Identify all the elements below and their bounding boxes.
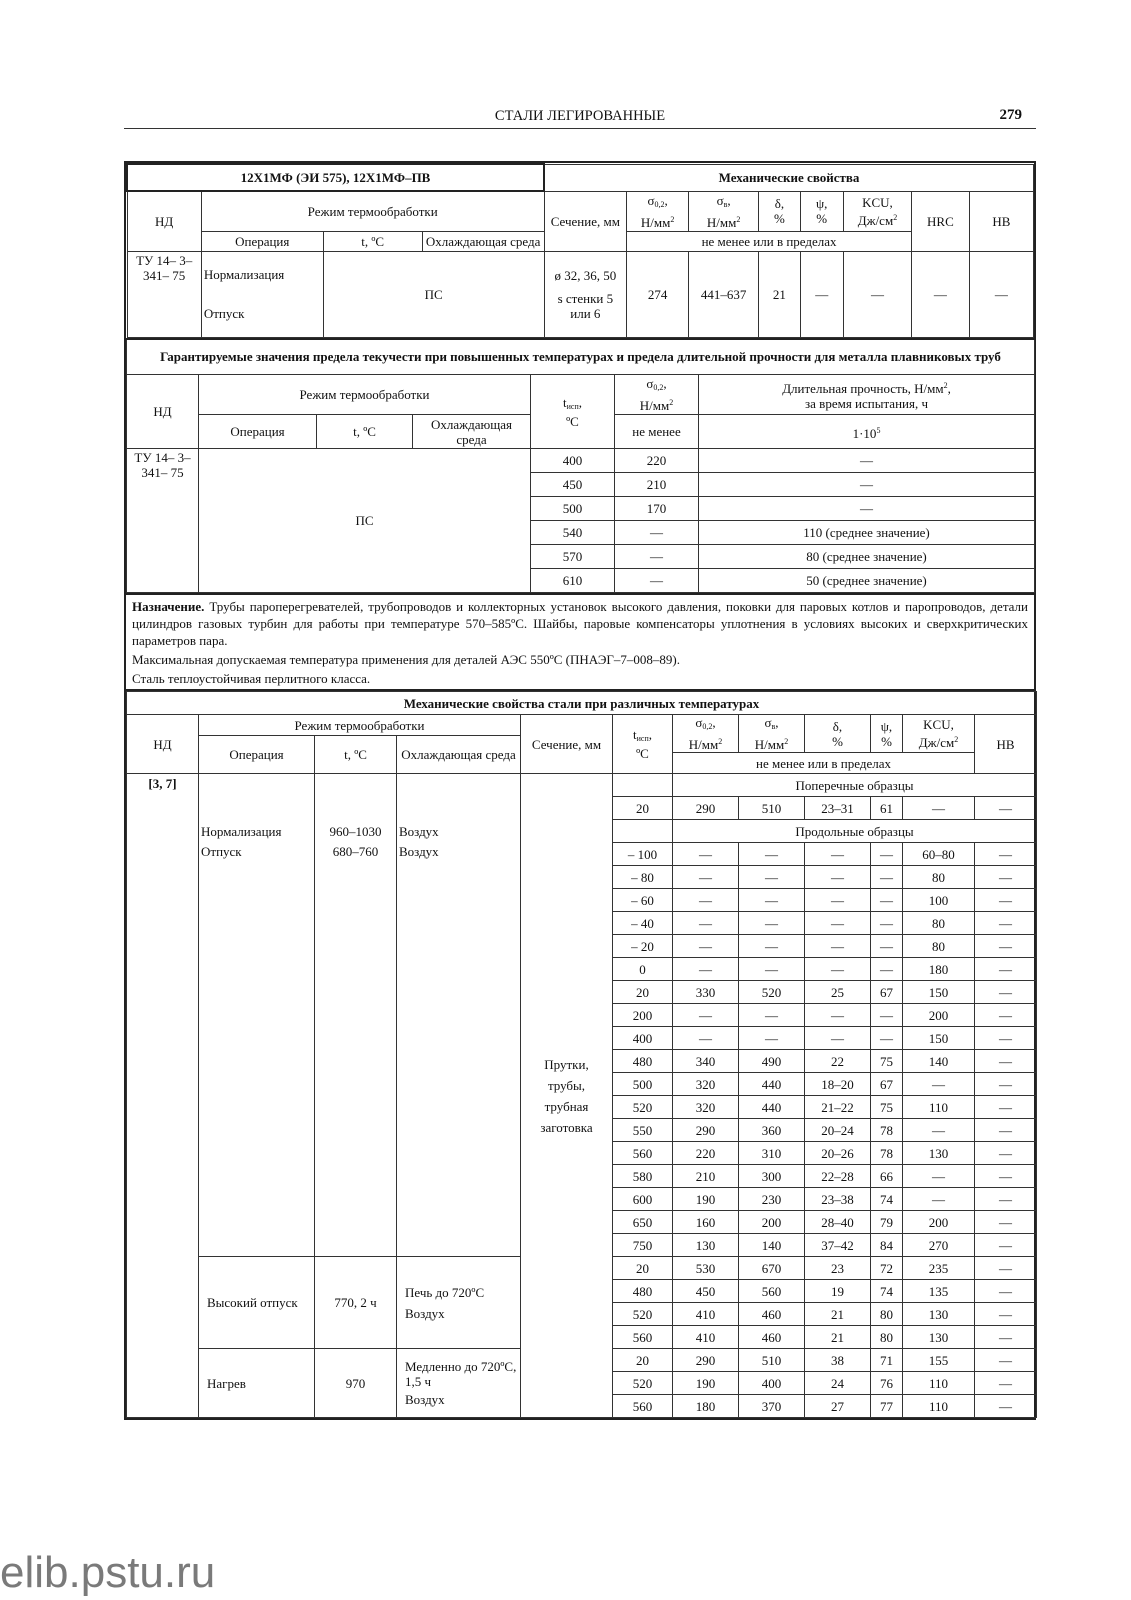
hrc-value: — xyxy=(912,251,970,337)
t3-op-blank xyxy=(199,774,315,820)
hrc-header: HRC xyxy=(912,191,970,251)
t2-longterm-header: Длительная прочность, $Н/мм^2$, за время испытания, ч xyxy=(699,375,1035,415)
t3-cell: — xyxy=(673,889,739,912)
t2-row-longterm: — xyxy=(699,497,1035,521)
t3-g3-cool: Медленно до 720ºС, 1,5 ч Воздух xyxy=(397,1349,521,1418)
t3-cell: – 80 xyxy=(613,866,673,889)
t3-cell: 520 xyxy=(613,1303,673,1326)
t2-cooling-value: ПС xyxy=(199,449,531,593)
section-values: ø 32, 36, 50 s стенки 5 или 6 xyxy=(544,251,627,337)
t3-cell: — xyxy=(975,797,1037,820)
t3-cell: — xyxy=(975,1050,1037,1073)
t3-cell: 480 xyxy=(613,1050,673,1073)
t3-cell: 320 xyxy=(673,1073,739,1096)
t3-g2-cool: Печь до 720ºС Воздух xyxy=(397,1257,521,1349)
t2-cooling-header: Охлаждающая среда xyxy=(413,415,531,449)
table1-title: Механические свойства xyxy=(544,164,1033,191)
t3-cell: 650 xyxy=(613,1211,673,1234)
t3-cell: 61 xyxy=(871,797,903,820)
t3-cell: 20 xyxy=(613,981,673,1004)
t3-cell: 400 xyxy=(739,1372,805,1395)
t3-cell: 520 xyxy=(613,1096,673,1119)
temperature-properties-table xyxy=(126,691,1037,1418)
t2-temperature-header: t, ºС xyxy=(317,415,413,449)
t3-cell: — xyxy=(805,1004,871,1027)
t3-cell: 20–26 xyxy=(805,1142,871,1165)
t3-cell: 67 xyxy=(871,981,903,1004)
t3-cell: 290 xyxy=(673,1349,739,1372)
t3-cell: 560 xyxy=(739,1280,805,1303)
t2-row-ttest: 540 xyxy=(531,521,615,545)
t3-cell: 25 xyxy=(805,981,871,1004)
t3-cell: — xyxy=(739,1004,805,1027)
t3-cell: — xyxy=(975,981,1037,1004)
t3-cell: 66 xyxy=(871,1165,903,1188)
t2-row-ttest: 500 xyxy=(531,497,615,521)
t3-cell: 130 xyxy=(903,1326,975,1349)
table2-title: Гарантируемые значения предела текучести при повышенных температурах и предела длительной прочности для металла плавниковых труб xyxy=(127,339,1035,375)
t3-cell: 560 xyxy=(613,1142,673,1165)
t3-cell: — xyxy=(871,935,903,958)
t3-cell: — xyxy=(975,935,1037,958)
t3-cell: – 40 xyxy=(613,912,673,935)
section-header: Сечение, мм xyxy=(544,191,627,251)
t3-cell: — xyxy=(975,889,1037,912)
delta-value: 21 xyxy=(759,251,800,337)
nd-header: НД xyxy=(127,191,201,251)
steel-properties-frame xyxy=(124,161,1036,1420)
t3-section-value: Прутки, трубы, трубная заготовка xyxy=(521,774,613,1418)
t3-cell: 80 xyxy=(903,912,975,935)
t3-cell: — xyxy=(975,866,1037,889)
t3-g3-t: 970 xyxy=(315,1349,397,1418)
t3-cell: — xyxy=(871,912,903,935)
t3-g1-op2: Отпуск xyxy=(199,843,315,1257)
t2-min-header: не менее xyxy=(615,415,699,449)
page-number: 279 xyxy=(999,107,1022,123)
t3-cell: 135 xyxy=(903,1280,975,1303)
t3-cell: – 100 xyxy=(613,843,673,866)
s02-header: $\sigma_{0,2}$, $Н/мм^2$ xyxy=(627,191,689,231)
t3-cell: 28–40 xyxy=(805,1211,871,1234)
t3-cell: 480 xyxy=(613,1280,673,1303)
t3-cell: — xyxy=(739,958,805,981)
t2-row-longterm: 110 (среднее значение) xyxy=(699,521,1035,545)
t3-cell: 440 xyxy=(739,1096,805,1119)
t3-cell: 67 xyxy=(871,1073,903,1096)
t3-cell: 270 xyxy=(903,1234,975,1257)
t3-cell: 190 xyxy=(673,1188,739,1211)
steel-grade: 12Х1МФ (ЭИ 575), 12Х1МФ–ПВ xyxy=(240,170,431,185)
t3-cell: — xyxy=(871,889,903,912)
t3-cell: 77 xyxy=(871,1395,903,1418)
t3-cell: 23–31 xyxy=(805,797,871,820)
t3-cell: 410 xyxy=(673,1326,739,1349)
nd-value: ТУ 14– 3–341– 75 xyxy=(127,251,201,337)
t3-nd-value: [3, 7] xyxy=(127,774,199,1418)
t3-cell: 20 xyxy=(613,797,673,820)
t3-g1-t2: 680–760 xyxy=(315,843,397,1257)
t3-cell: — xyxy=(739,866,805,889)
t3-cell: 80 xyxy=(871,1326,903,1349)
psi-header: ψ, % xyxy=(800,191,843,231)
t3-cell: 110 xyxy=(903,1096,975,1119)
t3-cell: 210 xyxy=(673,1165,739,1188)
t3-cell: 460 xyxy=(739,1326,805,1349)
t3-cell: 550 xyxy=(613,1119,673,1142)
t3-cell: 600 xyxy=(613,1188,673,1211)
t3-cell: 410 xyxy=(673,1303,739,1326)
t3-cell: 140 xyxy=(739,1234,805,1257)
t3-cell: 580 xyxy=(613,1165,673,1188)
t3-cell: 74 xyxy=(871,1188,903,1211)
t3-cell: 220 xyxy=(673,1142,739,1165)
t3-ttest-blank xyxy=(613,820,673,843)
t3-cell: 80 xyxy=(903,866,975,889)
t3-hb-header: HB xyxy=(975,715,1037,774)
t3-cell: — xyxy=(975,1119,1037,1142)
t3-cell: — xyxy=(805,843,871,866)
t3-cell: — xyxy=(975,1234,1037,1257)
t3-cell: 80 xyxy=(871,1303,903,1326)
t3-cell: — xyxy=(975,1188,1037,1211)
t3-nd-header: НД xyxy=(127,715,199,774)
t3-cell: 500 xyxy=(613,1073,673,1096)
t3-cell: — xyxy=(739,935,805,958)
t3-cell: — xyxy=(871,843,903,866)
t3-cell: 530 xyxy=(673,1257,739,1280)
t2-operation-header: Операция xyxy=(199,415,317,449)
t3-cool-blank xyxy=(397,774,521,820)
sv-header: $\sigma_в$, $Н/мм^2$ xyxy=(689,191,759,231)
t3-cell: — xyxy=(975,1004,1037,1027)
t3-sv-header: $\sigma_в$, $Н/мм^2$ xyxy=(739,715,805,753)
t3-cell: 560 xyxy=(613,1326,673,1349)
t3-cell: — xyxy=(975,1096,1037,1119)
operations-cell: Нормализация Отпуск xyxy=(201,251,323,337)
t3-cell: 37–42 xyxy=(805,1234,871,1257)
t3-cell: 750 xyxy=(613,1234,673,1257)
t3-cell: 60–80 xyxy=(903,843,975,866)
t3-cell: — xyxy=(673,912,739,935)
t3-ttest-header: $t_{исп}$, ºС xyxy=(613,715,673,774)
t3-cell: 330 xyxy=(673,981,739,1004)
t3-cell: 155 xyxy=(903,1349,975,1372)
t3-cell: — xyxy=(975,1280,1037,1303)
t3-cell: 200 xyxy=(739,1211,805,1234)
t3-cell: 450 xyxy=(673,1280,739,1303)
t3-cell: 490 xyxy=(739,1050,805,1073)
delta-header: δ, % xyxy=(759,191,800,231)
t2-row-longterm: — xyxy=(699,473,1035,497)
t3-cell: — xyxy=(739,1027,805,1050)
t2-row-ttest: 610 xyxy=(531,569,615,593)
t3-g1-c1: Воздух xyxy=(397,820,521,843)
t3-cell: 23–38 xyxy=(805,1188,871,1211)
kcu-value: — xyxy=(843,251,911,337)
purpose-text: Трубы пароперегревателей, трубопроводов и коллекторных установок высокого давления, поковки для паровых котлов и паропроводов, детали цилиндров газовых турбин для работы при температуре 570–585ºС. Шайбы, паровые компенсаторы уплотнения в условиях высоких и сверхкритических параметров пара. xyxy=(132,599,1028,648)
t3-cell: — xyxy=(975,1326,1037,1349)
t3-cell: 140 xyxy=(903,1050,975,1073)
temperature-header: t, ºС xyxy=(323,231,422,251)
t3-cell: — xyxy=(805,866,871,889)
t3-cell: — xyxy=(975,1349,1037,1372)
t3-s02-header: $\sigma_{0,2}$, $Н/мм^2$ xyxy=(673,715,739,753)
t3-cell: 320 xyxy=(673,1096,739,1119)
t3-cell: 22–28 xyxy=(805,1165,871,1188)
t3-cell: 21 xyxy=(805,1303,871,1326)
sv-value: 441–637 xyxy=(689,251,759,337)
t3-cell: 130 xyxy=(673,1234,739,1257)
t3-cell: 24 xyxy=(805,1372,871,1395)
t3-cell: — xyxy=(805,958,871,981)
t3-cell: 130 xyxy=(903,1142,975,1165)
long-samples-label: Продольные образцы xyxy=(673,820,1037,843)
t3-cell: 400 xyxy=(613,1027,673,1050)
t3-cell: 460 xyxy=(739,1303,805,1326)
cooling-value: ПС xyxy=(323,251,544,337)
t3-cell: 510 xyxy=(739,1349,805,1372)
t3-cell: — xyxy=(805,889,871,912)
hb-header: HB xyxy=(969,191,1033,251)
t3-cell: — xyxy=(673,958,739,981)
t3-cell: 22 xyxy=(805,1050,871,1073)
t3-cell: — xyxy=(805,1027,871,1050)
t3-cell: 79 xyxy=(871,1211,903,1234)
t2-row-s02: — xyxy=(615,545,699,569)
t3-cell: – 60 xyxy=(613,889,673,912)
t3-cell: 190 xyxy=(673,1372,739,1395)
t3-cell: 27 xyxy=(805,1395,871,1418)
t2-ttest-header: $t_{исп}$, ºС xyxy=(531,375,615,449)
t3-cell: 520 xyxy=(739,981,805,1004)
t3-cell: 150 xyxy=(903,981,975,1004)
mechanical-properties-table xyxy=(126,163,1034,338)
t3-cell: — xyxy=(903,797,975,820)
t3-cell: 18–20 xyxy=(805,1073,871,1096)
t3-kcu-header: KCU, $Дж/см^2$ xyxy=(903,715,975,753)
t3-cell: — xyxy=(975,1027,1037,1050)
t2-row-s02: — xyxy=(615,521,699,545)
table3-title: Механические свойства стали при различных температурах xyxy=(127,692,1037,715)
t3-section-header: Сечение, мм xyxy=(521,715,613,774)
t3-cell: 75 xyxy=(871,1096,903,1119)
t3-cell: — xyxy=(673,1004,739,1027)
t3-cell: 130 xyxy=(903,1303,975,1326)
t3-cell: 510 xyxy=(739,797,805,820)
t3-cell: — xyxy=(903,1073,975,1096)
t3-cell: — xyxy=(975,1142,1037,1165)
t3-cell: 78 xyxy=(871,1119,903,1142)
s02-value: 274 xyxy=(627,251,689,337)
t3-cell: — xyxy=(871,1027,903,1050)
t3-g1-c2: Воздух xyxy=(397,843,521,1257)
t3-temperature-header: t, ºС xyxy=(315,736,397,774)
t3-cell: — xyxy=(975,958,1037,981)
t2-row-longterm: 50 (среднее значение) xyxy=(699,569,1035,593)
t3-delta-header: δ, % xyxy=(805,715,871,753)
t3-cell: 20 xyxy=(613,1257,673,1280)
running-header xyxy=(124,106,1036,129)
t3-cell: — xyxy=(903,1165,975,1188)
running-title: СТАЛИ ЛЕГИРОВАННЫЕ xyxy=(494,108,666,124)
t2-row-longterm: 80 (среднее значение) xyxy=(699,545,1035,569)
purpose-paragraph xyxy=(132,598,1028,649)
t3-cell: 150 xyxy=(903,1027,975,1050)
t3-cell: 230 xyxy=(739,1188,805,1211)
t3-cell: 520 xyxy=(613,1372,673,1395)
t2-nd-header: НД xyxy=(127,375,199,449)
elevated-temp-table xyxy=(126,338,1035,594)
t3-cell: — xyxy=(975,1165,1037,1188)
t3-cell: 290 xyxy=(673,1119,739,1142)
t3-cell: 80 xyxy=(903,935,975,958)
t3-cell: 110 xyxy=(903,1372,975,1395)
t3-cell: — xyxy=(975,1257,1037,1280)
t3-ttest-blank xyxy=(613,774,673,797)
t2-s02-header: $\sigma_{0,2}$, $Н/мм^2$ xyxy=(615,375,699,415)
t3-cell: — xyxy=(805,935,871,958)
t3-t-blank xyxy=(315,774,397,820)
t3-cell: 76 xyxy=(871,1372,903,1395)
t3-cell: 360 xyxy=(739,1119,805,1142)
t3-cell: — xyxy=(975,843,1037,866)
t3-operation-header: Операция xyxy=(199,736,315,774)
t3-cell: 84 xyxy=(871,1234,903,1257)
t2-row-longterm: — xyxy=(699,449,1035,473)
t3-cell: 20 xyxy=(613,1349,673,1372)
t3-cell: — xyxy=(739,843,805,866)
purpose-label: Назначение. xyxy=(132,599,205,614)
t3-cell: — xyxy=(975,1372,1037,1395)
t3-cell: 0 xyxy=(613,958,673,981)
t2-row-s02: 170 xyxy=(615,497,699,521)
operation-header: Операция xyxy=(201,231,323,251)
t2-nd-value: ТУ 14– 3–341– 75 xyxy=(127,449,199,593)
max-temp-text: Максимальная допускаемая температура применения для деталей АЭС 550ºС (ПНАЭГ–7–008–89). xyxy=(132,652,680,667)
t3-cell: 235 xyxy=(903,1257,975,1280)
t3-cell: 160 xyxy=(673,1211,739,1234)
t3-cell: 23 xyxy=(805,1257,871,1280)
t3-cell: — xyxy=(673,866,739,889)
t3-g2-op: Высокий отпуск xyxy=(199,1257,315,1349)
t3-cooling-header: Охлаждающая среда xyxy=(397,736,521,774)
t3-cell: 180 xyxy=(673,1395,739,1418)
t3-cell: 560 xyxy=(613,1395,673,1418)
t3-cell: – 20 xyxy=(613,935,673,958)
mode-header: Режим термообработки xyxy=(201,191,544,231)
t3-cell: 370 xyxy=(739,1395,805,1418)
t2-row-ttest: 450 xyxy=(531,473,615,497)
t3-g1-op1: Нормализация xyxy=(199,820,315,843)
steel-class-text: Сталь теплоустойчивая перлитного класса. xyxy=(132,671,371,686)
t3-cell: 74 xyxy=(871,1280,903,1303)
t2-row-ttest: 400 xyxy=(531,449,615,473)
watermark: elib.pstu.ru xyxy=(0,1548,216,1597)
t3-cell: 19 xyxy=(805,1280,871,1303)
t3-cell: 100 xyxy=(903,889,975,912)
t3-cell: — xyxy=(739,889,805,912)
t3-cell: 200 xyxy=(903,1004,975,1027)
cross-samples-label: Поперечные образцы xyxy=(673,774,1037,797)
t2-row-ttest: 570 xyxy=(531,545,615,569)
t3-g2-t: 770, 2 ч xyxy=(315,1257,397,1349)
t3-cell: — xyxy=(739,912,805,935)
t2-row-s02: — xyxy=(615,569,699,593)
t3-cell: 21–22 xyxy=(805,1096,871,1119)
t3-cell: — xyxy=(975,1073,1037,1096)
t3-psi-header: ψ, % xyxy=(871,715,903,753)
t2-mode-header: Режим термообработки xyxy=(199,375,531,415)
t3-cell: — xyxy=(673,935,739,958)
t2-time-header: $1\cdot 10^5$ xyxy=(699,415,1035,449)
t3-cell: 71 xyxy=(871,1349,903,1372)
t3-cell: — xyxy=(975,1395,1037,1418)
t3-cell: — xyxy=(871,866,903,889)
t3-cell: — xyxy=(871,1004,903,1027)
t3-cell: 180 xyxy=(903,958,975,981)
t3-cell: — xyxy=(673,843,739,866)
t3-cell: 75 xyxy=(871,1050,903,1073)
t3-cell: 200 xyxy=(903,1211,975,1234)
t3-cell: — xyxy=(975,912,1037,935)
t3-cell: — xyxy=(975,1211,1037,1234)
t3-cell: 72 xyxy=(871,1257,903,1280)
t3-g1-t1: 960–1030 xyxy=(315,820,397,843)
limits-header: не менее или в пределах xyxy=(627,231,912,251)
t3-cell: 340 xyxy=(673,1050,739,1073)
psi-value: — xyxy=(800,251,843,337)
kcu-header: KCU, $Дж/см^2$ xyxy=(843,191,911,231)
t2-row-s02: 210 xyxy=(615,473,699,497)
grade-cell xyxy=(127,164,544,191)
t3-cell: 670 xyxy=(739,1257,805,1280)
cooling-header: Охлаждающая среда xyxy=(422,231,544,251)
t2-row-s02: 220 xyxy=(615,449,699,473)
t3-cell: 20–24 xyxy=(805,1119,871,1142)
t3-g3-op: Нагрев xyxy=(199,1349,315,1418)
t3-cell: 310 xyxy=(739,1142,805,1165)
t3-cell: — xyxy=(903,1119,975,1142)
t3-cell: — xyxy=(903,1188,975,1211)
t3-cell: 21 xyxy=(805,1326,871,1349)
t3-cell: 440 xyxy=(739,1073,805,1096)
hb-value: — xyxy=(969,251,1033,337)
t3-cell: — xyxy=(805,912,871,935)
purpose-note xyxy=(126,593,1034,691)
t3-cell: 300 xyxy=(739,1165,805,1188)
t3-mode-header: Режим термообработки xyxy=(199,715,521,736)
t3-cell: 290 xyxy=(673,797,739,820)
t3-cell: — xyxy=(871,958,903,981)
t3-cell: 38 xyxy=(805,1349,871,1372)
t3-cell: — xyxy=(673,1027,739,1050)
t3-cell: 200 xyxy=(613,1004,673,1027)
t3-limits-header: не менее или в пределах xyxy=(673,753,975,774)
t3-cell: 78 xyxy=(871,1142,903,1165)
t3-cell: — xyxy=(975,1303,1037,1326)
t3-cell: 110 xyxy=(903,1395,975,1418)
